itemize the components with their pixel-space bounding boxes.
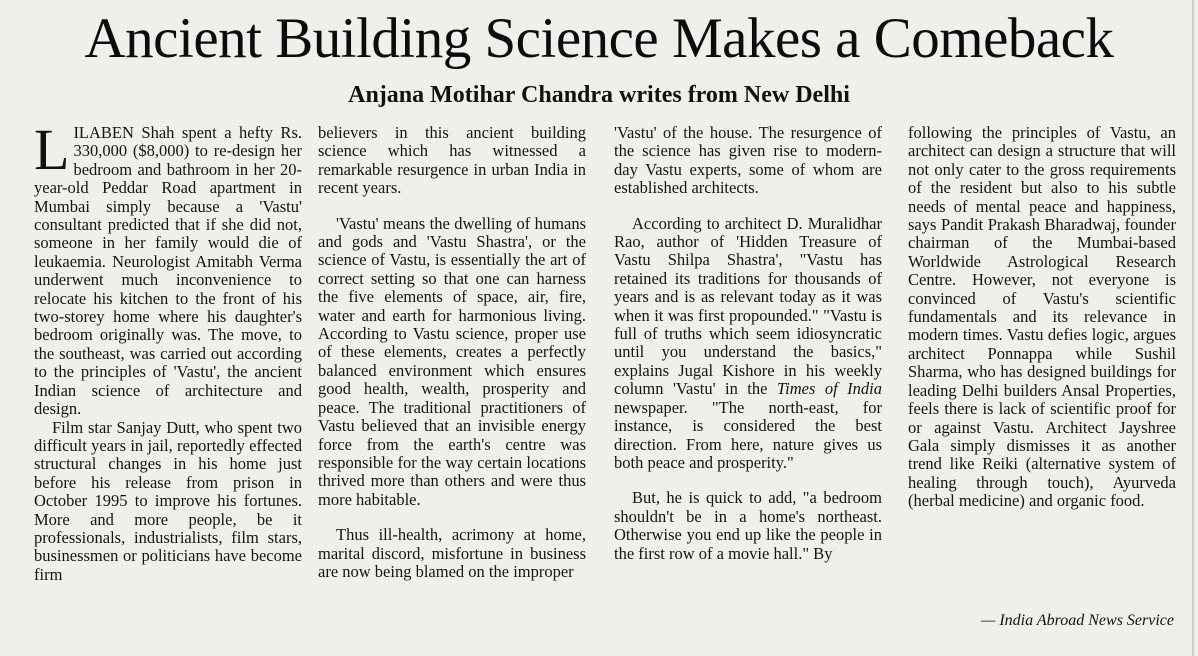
paragraph: But, he is quick to add, "a bedroom shouldn't be in a home's northeast. Otherwise you end up like the people in the first row of a movie hall." By (614, 488, 882, 563)
paragraph: Film star Sanjay Dutt, who spent two difficult years in jail, reportedly effected structural changes in his home just before his release from prison in October 1995 to improve his fortunes. More and more people, be it professionals, industrialists, film stars, businessmen or politicians have become firm (34, 417, 302, 584)
headline: Ancient Building Science Makes a Comeback (84, 7, 1114, 70)
paragraph: 'Vastu' means the dwelling of humans and gods and 'Vastu Shastra', or the science of Vastu, is essentially the art of correct setting so that one can harness the five elements of space, air, fire, water and earth for harmonious living. According to Vastu science, proper use of these elements, creates a perfectly balanced environment which ensures good health, wealth, prosperity and peace. The traditional practitioners of Vastu believed that an invisible energy force from the earth's centre was responsible for the way certain locations thrived more than others and were thus more habitable. (318, 213, 586, 509)
paragraph-text: newspaper. "The north-east, for instance, is considered the best direction. From here, nature gives us both peace and prosperity." (614, 397, 882, 472)
article-column-2 (318, 124, 586, 581)
article-column-4 (908, 124, 1176, 511)
article-column-3 (614, 124, 882, 563)
paragraph (614, 215, 882, 473)
newspaper-title: Times of India (776, 379, 882, 399)
paragraph: following the principles of Vastu, an architect can design a structure that will not only cater to the gross requirements of the resident but also to his subtle needs of mental peace and happiness, says Pandit Prakash Bharadwaj, founder chairman of the Mumbai-based Worldwide Astrological Research Centre. However, not everyone is convinced of Vastu's scientific fundamentals and its relevance in modern times. Vastu defies logic, argues architect Ponnappa while Sushil Sharma, who has designed buildings for leading Delhi builders Ansal Properties, feels there is lack of scientific proof for or against Vastu. Architect Jayshree Gala simply dismisses it as another trend like Reiki (alternative system of healing through touch), Ayurveda (herbal medicine) and organic food. (908, 123, 1176, 511)
paragraph-text: According to architect D. Muralidhar Rao, author of 'Hidden Treasure of Vastu Shilpa Shastra', "Vastu has retained its traditions for thousands of years and is as relevant today as it was when it was first propounded." "Vastu is full of truths which seem idiosyncratic until you understand the basics," explains Jugal Kishore in his weekly column 'Vastu' in the (614, 213, 882, 399)
paragraph (34, 117, 302, 419)
article-column-1 (34, 117, 302, 584)
paragraph-text: ILABEN Shah spent a hefty Rs. 330,000 ($8,000) to re-design her bedroom and bathroom in her 20-year-old Peddar Road apartment in Mumbai simply because a 'Vastu' consultant predicted that if she did not, someone in her family would die of leukaemia. Neurologist Amitabh Verma underwent much inconvenience to relocate his kitchen to the front of his two-storey home where his daughter's bedroom originally was. The move, to the southeast, was carried out according to the principles of 'Vastu', the ancient Indian science of architecture and design. (34, 123, 302, 419)
paragraph: believers in this ancient building science which has witnessed a remarkable resurgence in urban India in recent years. (318, 123, 586, 198)
page-edge (1192, 0, 1194, 656)
paragraph: Thus ill-health, acrimony at home, marital discord, misfortune in business are now being blamed on the improper (318, 525, 586, 581)
drop-cap: L (34, 117, 70, 182)
paragraph: 'Vastu' of the house. The resurgence of the science has given rise to modern-day Vastu experts, some of whom are established architects. (614, 123, 882, 198)
byline: Anjana Motihar Chandra writes from New Delhi (348, 82, 850, 108)
news-service-credit: — India Abroad News Service (981, 612, 1174, 629)
